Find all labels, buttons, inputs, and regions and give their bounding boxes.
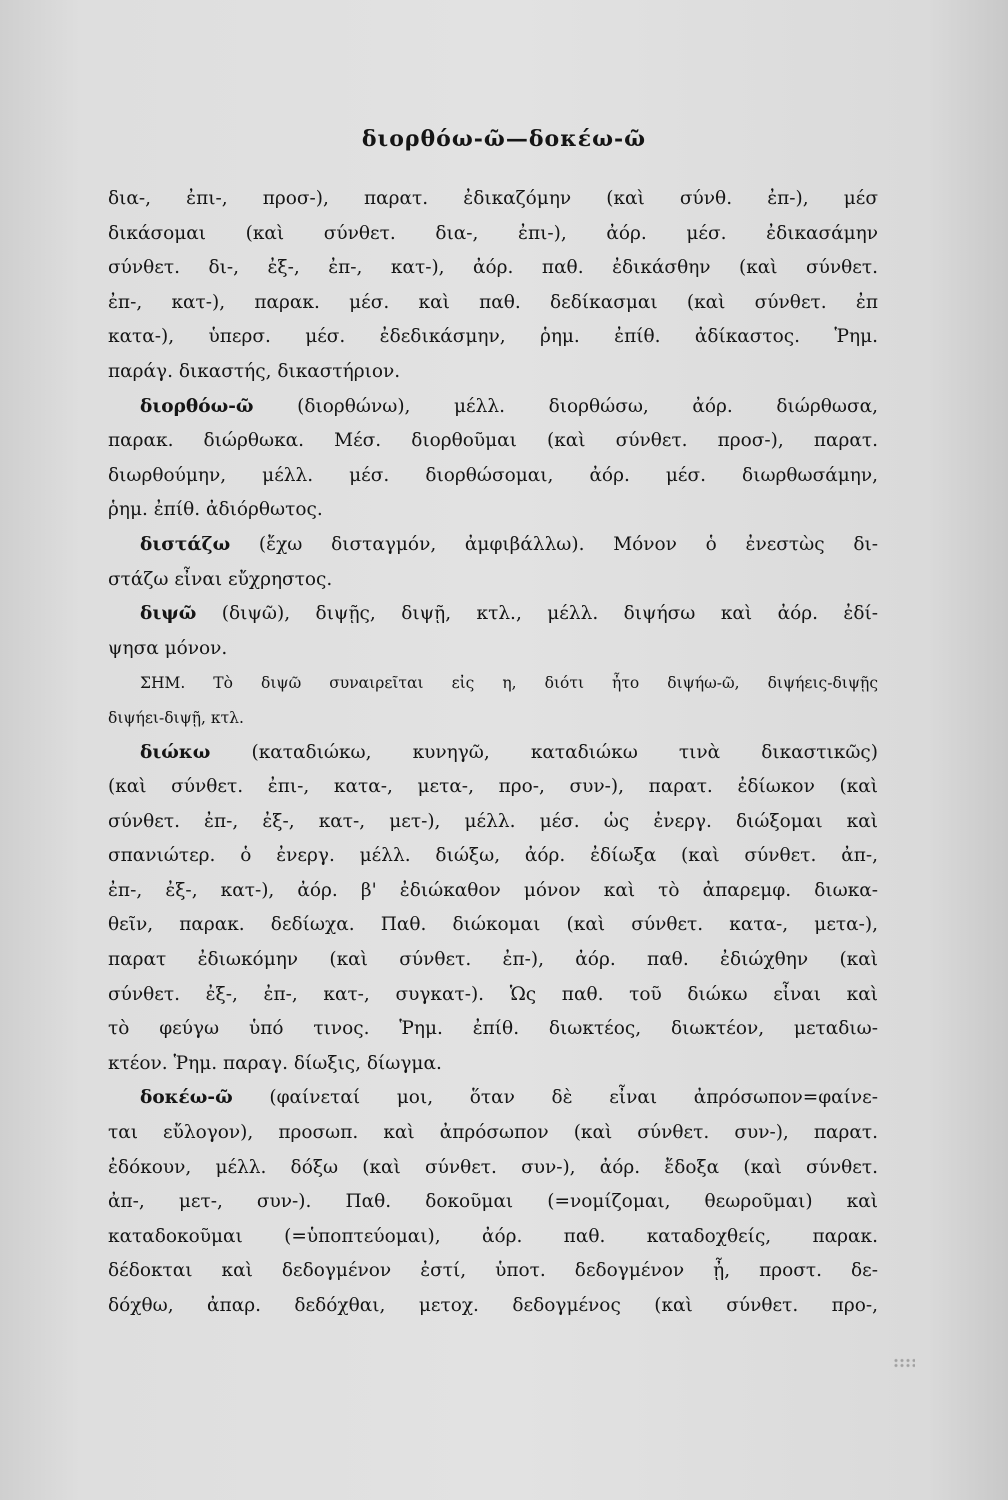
entry-lemma: διστάζω [140, 533, 231, 555]
entry-first-line [108, 1081, 878, 1116]
text-line: ῥημ. ἐπίθ. ἀδιόρθωτος. [108, 499, 323, 521]
text-line: σύνθετ. ἐπ-, ἐξ-, κατ-, μετ-), μέλλ. μέσ. ὡς ἐνεργ. διώξομαι καὶ [108, 810, 878, 832]
text-line: στάζω εἶναι εὔχρηστος. [108, 568, 333, 590]
text-line: δικάσομαι (καὶ σύνθετ. δια-, ἐπι-), ἀόρ. μέσ. ἐδικασάμην [108, 222, 878, 244]
entry-first-line [108, 736, 878, 771]
entry-lemma: δοκέω-ῶ [140, 1087, 233, 1109]
text-line: (καὶ σύνθετ. ἐπι-, κατα-, μετα-, προ-, συν-), παρατ. ἐδίωκον (καὶ [108, 776, 878, 798]
ink-specks [893, 1358, 915, 1368]
text-line: σύνθετ. δι-, ἐξ-, ἐπ-, κατ-), ἀόρ. παθ. ἐδικάσθην (καὶ σύνθετ. [108, 257, 878, 279]
text-line: τὸ φεύγω ὑπό τινος. Ῥημ. ἐπίθ. διωκτέος, διωκτέον, μεταδιω- [108, 1018, 878, 1040]
text-line: παρατ ἐδιωκόμην (καὶ σύνθετ. ἐπ-), ἀόρ. παθ. ἐδιώχθην (καὶ [108, 949, 878, 971]
entry-text: (φαίνεταί μοι, ὅταν δὲ εἶναι ἀπρόσωπον=φαίνε- [232, 1087, 878, 1109]
text-line: κτέον. Ῥημ. παραγ. δίωξις, δίωγμα. [108, 1052, 442, 1074]
entry-first-line [108, 597, 878, 632]
entry-first-line [108, 390, 878, 425]
entry-lemma: διψῶ [140, 603, 197, 625]
text-line: διωρθούμην, μέλλ. μέσ. διορθώσομαι, ἀόρ. μέσ. διωρθωσάμην, [108, 464, 878, 486]
entry-lemma: διώκω [140, 741, 211, 763]
entry-text: (ἔχω δισταγμόν, ἀμφιβάλλω). Μόνον ὁ ἐνεστὼς δι- [230, 533, 878, 555]
text-line: ψησα μόνον. [108, 637, 228, 659]
running-head: διορθόω-ῶ—δοκέω-ῶ [361, 126, 647, 152]
entry-first-line [108, 528, 878, 563]
text-line: σύνθετ. ἐξ-, ἐπ-, κατ-, συγκατ-). Ὡς παθ. τοῦ διώκω εἶναι καὶ [108, 983, 878, 1005]
entry-text: (διψῶ), διψῇς, διψῇ, κτλ., μέλλ. διψήσω καὶ ἀόρ. ἐδί- [196, 603, 878, 625]
text-line: δόχθω, ἀπαρ. δεδόχθαι, μετοχ. δεδογμένος (καὶ σύνθετ. προ-, [108, 1295, 878, 1316]
text-line: καταδοκοῦμαι (=ὑποπτεύομαι), ἀόρ. παθ. καταδοχθείς, παρακ. [108, 1225, 878, 1247]
text-line: ἀπ-, μετ-, συν-). Παθ. δοκοῦμαι (=νομίζομαι, θεωροῦμαι) καὶ [108, 1191, 878, 1213]
text-line: ται εὔλογον), προσωπ. καὶ ἀπρόσωπον (καὶ σύνθετ. συν-), παρατ. [108, 1122, 878, 1144]
text-line: παρακ. διώρθωκα. Μέσ. διορθοῦμαι (καὶ σύνθετ. προσ-), παρατ. [108, 430, 878, 452]
entry-lemma: διορθόω-ῶ [140, 395, 254, 417]
note-line: διψήει-διψῇ, κτλ. [108, 708, 244, 727]
text-line: παράγ. δικαστής, δικαστήριον. [108, 360, 401, 382]
text-line: σπανιώτερ. ὁ ἐνεργ. μέλλ. διώξω, ἀόρ. ἐδίωξα (καὶ σύνθετ. ἀπ-, [108, 845, 878, 867]
text-line: θεῖν, παρακ. δεδίωχα. Παθ. διώκομαι (καὶ σύνθετ. κατα-, μετα-), [108, 914, 878, 936]
text-line: ἐδόκουν, μέλλ. δόξω (καὶ σύνθετ. συν-), ἀόρ. ἔδοξα (καὶ σύνθετ. [108, 1156, 878, 1178]
text-line: ἐπ-, κατ-), παρακ. μέσ. καὶ παθ. δεδίκασμαι (καὶ σύνθετ. ἐπ [108, 291, 878, 313]
page-body [108, 182, 878, 1324]
text-line: δια-, ἐπι-, προσ-), παρατ. ἐδικαζόμην (καὶ σύνθ. ἐπ-), μέσ [108, 188, 878, 209]
entry-text: (διορθώνω), μέλλ. διορθώσω, ἀόρ. διώρθωσα, [253, 395, 878, 417]
text-line: κατα-), ὑπερσ. μέσ. ἐδεδικάσμην, ῥημ. ἐπίθ. ἀδίκαστος. Ῥημ. [108, 326, 878, 348]
entry-text: (καταδιώκω, κυνηγῶ, καταδιώκω τινὰ δικαστικῶς) [210, 741, 878, 763]
text-line: δέδοκται καὶ δεδογμένον ἐστί, ὑποτ. δεδογμένον ᾖ, προστ. δε- [108, 1260, 878, 1282]
text-line: ἐπ-, ἐξ-, κατ-), ἀόρ. β' ἐδιώκαθον μόνον καὶ τὸ ἀπαρεμφ. διωκα- [108, 879, 878, 901]
note-line: ΣΗΜ. Τὸ διψῶ συναιρεῖται εἰς η, διότι ἦτο διψήω-ῶ, διψήεις-διψῇς [140, 674, 878, 693]
